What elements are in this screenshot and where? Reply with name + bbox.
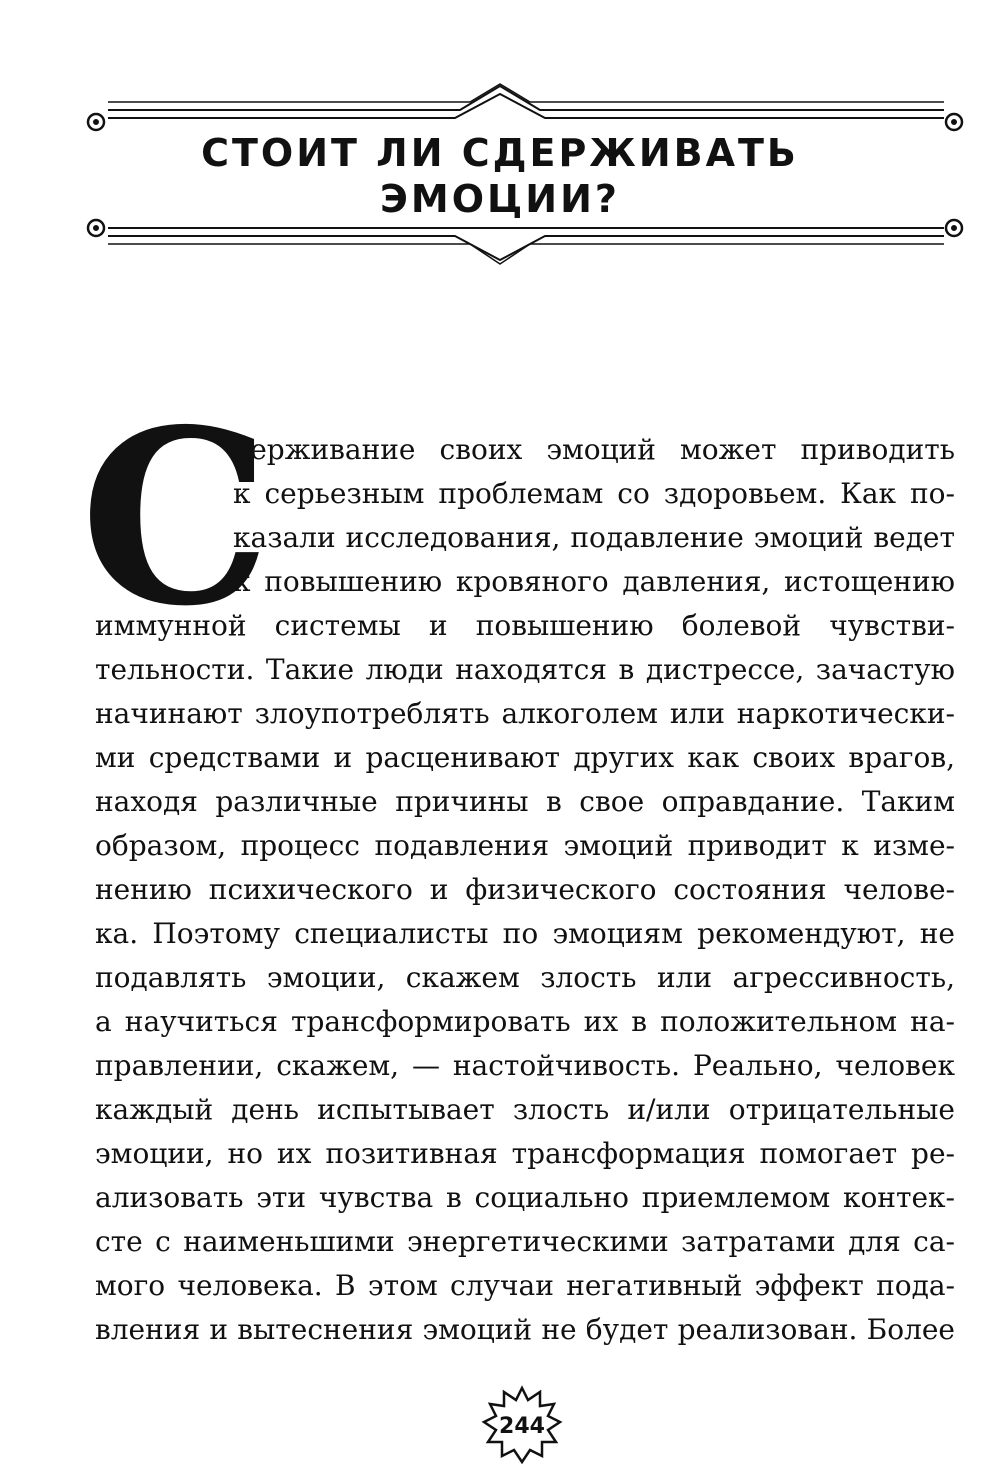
text-line: ализовать эти чувства в социально приемлемом контек- [95,1181,955,1214]
text-line: начинают злоупотреблять алкоголем или наркотически- [95,697,955,730]
text-line: образом, процесс подавления эмоций приводит к изме- [95,829,955,862]
text-line: вления и вытеснения эмоций не будет реализован. Более [95,1313,955,1346]
text-line: подавлять эмоции, скажем злость или агрессивность, [95,961,955,994]
text-line: находя различные причины в свое оправдание. Таким [95,785,955,818]
text-line: к повышению кровяного давления, истощению [233,565,955,598]
text-line: сте с наименьшими энергетическими затратами для са- [95,1225,955,1258]
body-paragraph [95,428,955,1352]
text-line: ми средствами и расценивают других как своих врагов, [95,741,955,774]
text-line: казали исследования, подавление эмоций ведет [233,521,955,554]
text-line: иммунной системы и повышению болевой чувстви- [95,609,955,642]
text-line: эмоции, но их позитивная трансформация помогает ре- [95,1137,955,1170]
page-number: 244 [499,1413,545,1439]
text-line: а научиться трансформировать их в положительном на- [95,1005,955,1038]
text-line: держивание своих эмоций может приводить [233,433,955,466]
text-line: тельности. Такие люди находятся в дистрессе, зачастую [95,653,955,686]
drop-cap: С [80,377,272,659]
text-line: мого человека. В этом случаи негативный эффект пода- [95,1269,955,1302]
chapter-title [100,130,900,222]
text-line: каждый день испытывает злость и/или отрицательные [95,1093,955,1126]
text-line: правлении, скажем, — настойчивость. Реально, человек [95,1049,955,1082]
text-line: нению психического и физического состояния челове- [95,873,955,906]
text-line: ка. Поэтому специалисты по эмоциям рекомендуют, не [95,917,955,950]
chapter-title-line-1: СТОИТ ЛИ СДЕРЖИВАТЬ [201,131,799,175]
text-line: к серьезным проблемам со здоровьем. Как по- [233,477,955,510]
chapter-title-line-2: ЭМОЦИИ? [380,177,620,221]
